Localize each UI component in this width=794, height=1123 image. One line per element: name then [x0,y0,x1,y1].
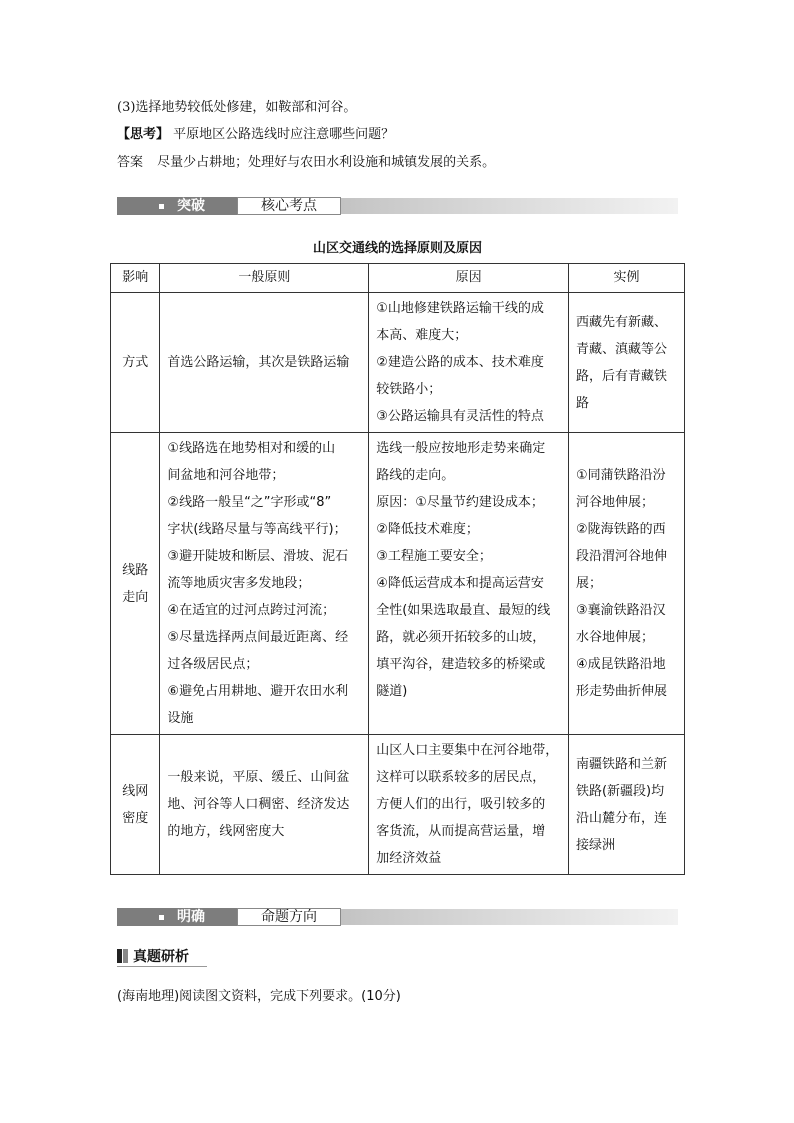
question-line: (海南地理)阅读图文资料，完成下列要求。(10分) [117,989,401,1004]
cell-line: ③公路运输具有灵活性的特点 [376,409,544,424]
header-impact: 影响 [111,264,160,293]
cell-line: ②线路一般呈“之”字形或“8” [167,495,332,510]
answer-line [117,151,495,170]
cell-line: 全性(如果选取最直、最短的线 [376,603,551,618]
intro-line-1: (3)选择地势较低处修建，如鞍部和河谷。 [117,100,357,115]
example-cell [568,293,684,433]
cell-line: 路 [575,395,589,411]
cell-line: ②建造公路的成本、技术难度 [376,355,544,370]
think-tag: 【思考】 [117,127,170,142]
example-cell [568,433,684,735]
cell-line: 首选公路运输，其次是铁路运输 [167,355,350,370]
row-label: 方式 [111,293,160,433]
table-row [111,735,685,875]
cell-line: 南疆铁路和兰新 [575,756,667,772]
cell-line: 较铁路小； [376,382,442,397]
cell-line: 填平沟谷，建造较多的桥梁或 [376,657,546,672]
row-label [111,735,160,875]
cell-line: ②陇海铁路的西 [575,522,666,537]
cell-line: 客货流，从而提高营运量，增 [376,824,546,839]
principle-cell [160,293,369,433]
cell-line: 山区人口主要集中在河谷地带， [376,743,559,758]
cell-line: 铁路(新疆段)均 [575,783,665,799]
cell-line: 地、河谷等人口稠密、经济发达 [167,797,350,812]
header-principle: 一般原则 [160,264,369,293]
principle-cell [160,433,369,735]
table-title: 山区交通线的选择原则及原因 [312,241,482,256]
cell-line: ①同蒲铁路沿汾 [575,468,666,483]
cell-line: 接绿洲 [575,837,615,853]
reason-cell [369,293,569,433]
cell-line: ①山地修建铁路运输干线的成 [376,301,544,316]
cell-line: 流等地质灾害多发地段； [167,576,311,591]
square-icon [159,915,164,920]
reason-cell [369,433,569,735]
cell-line: ③工程施工要安全； [376,549,492,564]
cell-line: 沿山麓分布，连 [575,810,667,826]
cell-line: 水谷地伸展； [575,630,654,645]
cell-line: ⑤尽量选择两点间最近距离、经 [167,630,349,645]
cell-line: 选线一般应按地形走势来确定 [376,441,546,456]
cell-line: 走向 [122,589,149,605]
cell-line: 展； [575,576,602,591]
cell-line: 这样可以联系较多的居民点， [376,770,546,785]
section-banner-breakthrough [117,194,678,218]
answer-text: 尽量少占耕地；处理好与农田水利设施和城镇发展的关系。 [157,155,496,170]
reason-cell [369,735,569,875]
cell-line: 方便人们的出行，吸引较多的 [376,797,546,812]
cell-line: 线路 [122,562,149,578]
cell-line: 路，就必须开拓较多的山坡， [376,630,546,645]
cell-line: 加经济效益 [376,851,442,866]
row-label [111,433,160,735]
cell-line: 间盆地和河谷地带； [167,468,285,483]
cell-line: 过各级居民点； [167,657,259,672]
cell-line: 一般来说，平原、缓丘、山间盆 [167,770,350,785]
heading-underline [117,966,207,967]
header-example: 实例 [568,264,684,293]
banner-light-label: 核心考点 [237,197,341,215]
cell-line: 线网 [122,783,149,799]
cell-line: 路线的走向。 [376,468,455,483]
cell-line: ①线路选在地势相对和缓的山 [167,441,336,456]
table-row [111,293,685,433]
section-banner-direction [117,905,678,929]
cell-line: 河谷地伸展； [575,495,654,510]
principle-cell [160,735,369,875]
subsection-title: 真题研析 [133,949,189,965]
cell-line: ③襄渝铁路沿汉 [575,603,666,618]
header-reason: 原因 [369,264,569,293]
think-text: 平原地区公路选线时应注意哪些问题？ [173,127,395,142]
answer-label: 答案 [117,155,144,170]
banner-dark-label [117,908,237,926]
cell-line: 设施 [167,711,194,726]
example-cell [568,735,684,875]
table-row [111,433,685,735]
heading-marker-icon [123,949,128,963]
cell-line: ②降低技术难度； [376,522,479,537]
banner-light-label: 命题方向 [237,908,341,926]
table-header-row [111,264,685,293]
cell-line: 字状(线路尽量与等高线平行)； [167,522,347,537]
think-question [117,123,394,142]
cell-line: ④在适宜的过河点跨过河流； [167,603,336,618]
cell-line: ⑥避免占用耕地、避开农田水利 [167,684,349,699]
cell-line: 青藏、滇藏等公 [575,341,667,357]
banner-dark-text: 突破 [177,198,205,214]
cell-line: 本高、难度大； [376,328,468,343]
cell-line: ④降低运营成本和提高运营安 [376,576,544,591]
cell-line: 形走势曲折伸展 [575,684,667,699]
banner-dark-text: 明确 [177,909,205,925]
cell-line: 段沿渭河谷地伸 [575,549,667,564]
cell-line: ③避开陡坡和断层、滑坡、泥石 [167,549,349,564]
cell-line: 的地方，线网密度大 [167,824,285,839]
route-selection-table [110,263,685,875]
banner-dark-label [117,197,237,215]
cell-line: 西藏先有新藏、 [575,314,667,330]
cell-line: 路，后有青藏铁 [575,368,667,384]
heading-marker-icon [117,949,122,963]
square-icon [159,204,164,209]
cell-line: 隧道) [376,684,408,699]
cell-line: 原因：①尽量节约建设成本； [376,495,544,510]
cell-line: 密度 [122,810,149,826]
cell-line: ④成昆铁路沿地 [575,657,666,672]
